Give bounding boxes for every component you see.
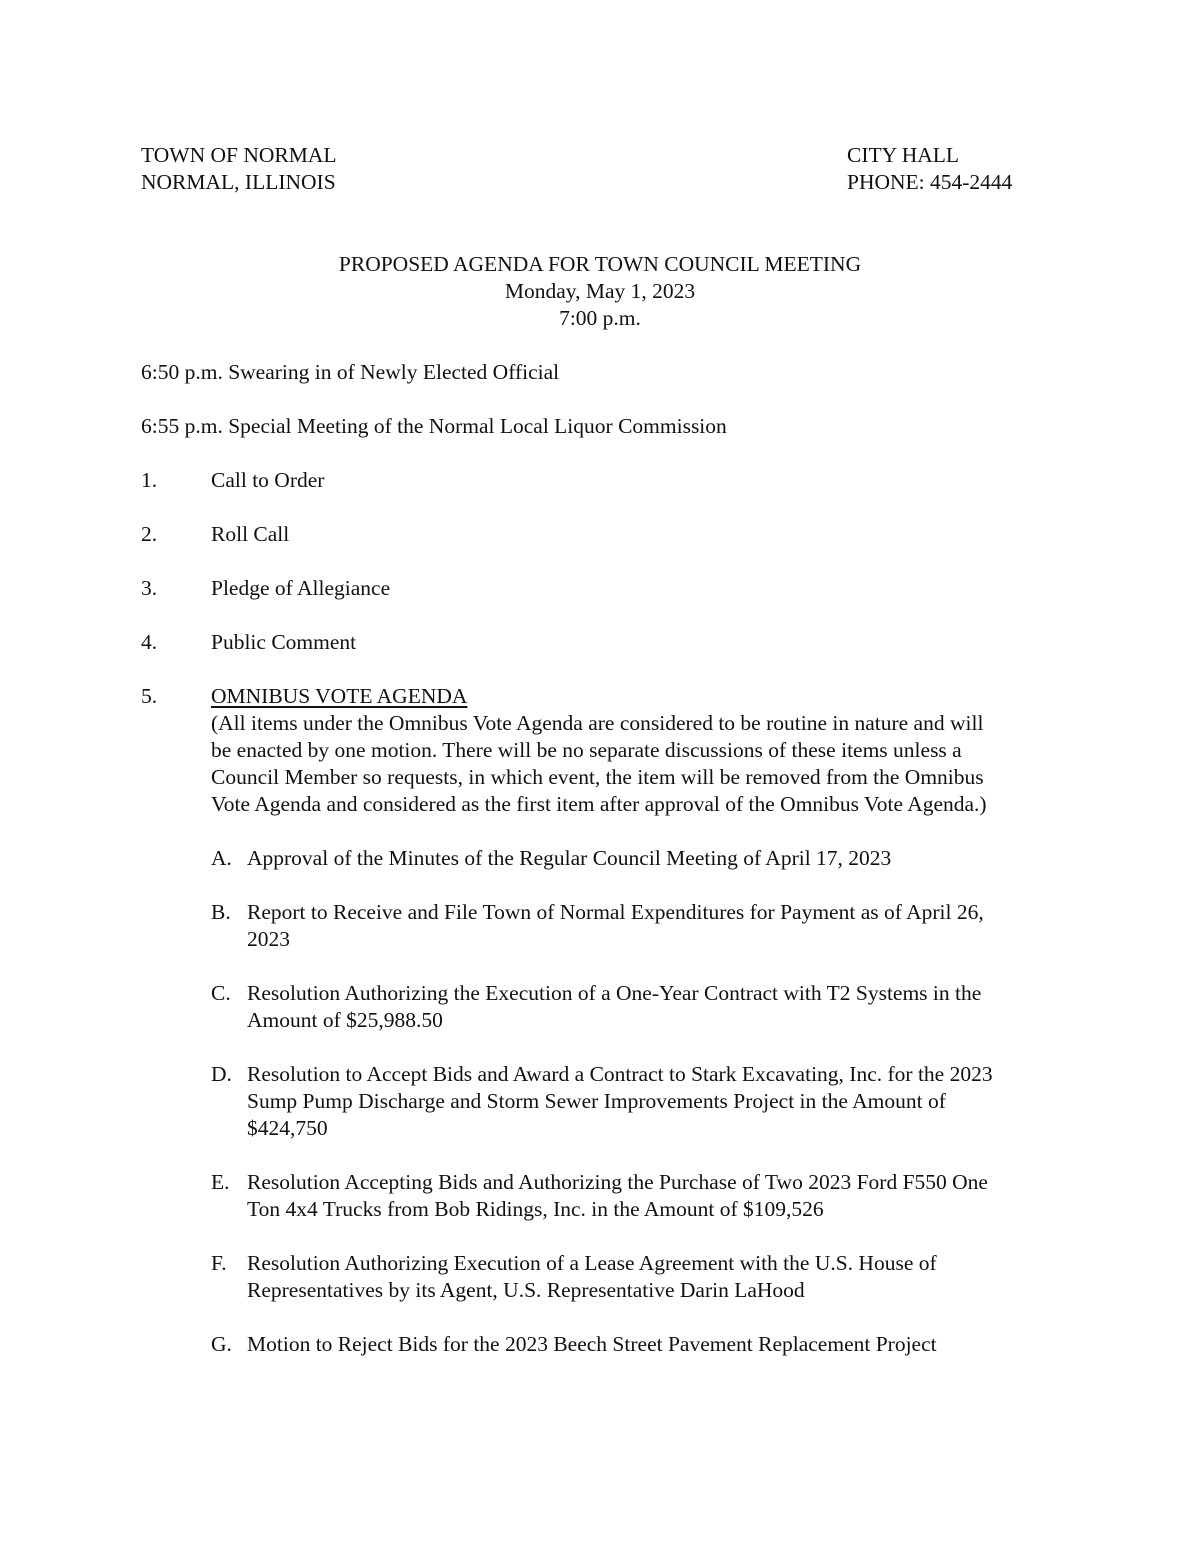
sub-item-g-text: Motion to Reject Bids for the 2023 Beech Street Pavement Replacement Project — [247, 1332, 937, 1356]
header-org-name: TOWN OF NORMAL — [141, 143, 337, 167]
item-roll-call: Roll Call — [211, 522, 290, 546]
sub-item-f-text: Representatives by its Agent, U.S. Representative Darin LaHood — [247, 1278, 805, 1302]
meeting-time: 7:00 p.m. — [559, 306, 641, 330]
sub-item-b-text: 2023 — [247, 927, 290, 951]
omnibus-note-line: Vote Agenda and considered as the first item after approval of the Omnibus Vote Agenda.) — [211, 792, 987, 816]
header-city-hall: CITY HALL — [847, 143, 960, 167]
sub-item-letter: C. — [211, 981, 231, 1005]
sub-item-letter: A. — [211, 846, 232, 870]
item-pledge: Pledge of Allegiance — [211, 576, 391, 600]
item-number: 4. — [141, 630, 158, 654]
sub-item-letter: F. — [211, 1251, 227, 1275]
sub-item-letter: D. — [211, 1062, 232, 1086]
omnibus-note-line: Council Member so requests, in which event, the item will be removed from the Omnibus — [211, 765, 984, 789]
sub-item-f-text: Resolution Authorizing Execution of a Lease Agreement with the U.S. House of — [247, 1251, 937, 1275]
meeting-date: Monday, May 1, 2023 — [504, 279, 696, 303]
item-call-to-order: Call to Order — [211, 468, 325, 492]
sub-item-a-text: Approval of the Minutes of the Regular Council Meeting of April 17, 2023 — [247, 846, 892, 870]
item-number: 2. — [141, 522, 158, 546]
sub-item-c-text: Resolution Authorizing the Execution of a One-Year Contract with T2 Systems in the — [247, 981, 982, 1005]
sub-item-d-text: $424,750 — [247, 1116, 328, 1140]
header-org-location: NORMAL, ILLINOIS — [141, 170, 336, 194]
pre-item-swearing-in: 6:50 p.m. Swearing in of Newly Elected Official — [141, 360, 560, 384]
sub-item-d-text: Sump Pump Discharge and Storm Sewer Improvements Project in the Amount of — [247, 1089, 946, 1113]
sub-item-letter: E. — [211, 1170, 230, 1194]
sub-item-letter: B. — [211, 900, 231, 924]
sub-item-b-text: Report to Receive and File Town of Normal Expenditures for Payment as of April 26, — [247, 900, 984, 924]
sub-item-letter: G. — [211, 1332, 232, 1356]
omnibus-note-line: (All items under the Omnibus Vote Agenda are considered to be routine in nature and will — [211, 711, 984, 735]
sub-item-e-text: Resolution Accepting Bids and Authorizing the Purchase of Two 2023 Ford F550 One — [247, 1170, 988, 1194]
page-title: PROPOSED AGENDA FOR TOWN COUNCIL MEETING — [338, 252, 862, 276]
pre-item-liquor-commission: 6:55 p.m. Special Meeting of the Normal Local Liquor Commission — [141, 414, 727, 438]
item-number: 1. — [141, 468, 158, 492]
sub-item-e-text: Ton 4x4 Trucks from Bob Ridings, Inc. in the Amount of $109,526 — [247, 1197, 824, 1221]
item-number: 5. — [141, 684, 158, 708]
item-number: 3. — [141, 576, 158, 600]
sub-item-d-text: Resolution to Accept Bids and Award a Contract to Stark Excavating, Inc. for the 2023 — [247, 1062, 993, 1086]
header-phone: PHONE: 454-2444 — [847, 170, 1013, 194]
sub-item-c-text: Amount of $25,988.50 — [247, 1008, 443, 1032]
item-public-comment: Public Comment — [211, 630, 357, 654]
omnibus-note-line: be enacted by one motion. There will be no separate discussions of these items unless a — [211, 738, 962, 762]
omnibus-heading: OMNIBUS VOTE AGENDA — [211, 684, 468, 708]
